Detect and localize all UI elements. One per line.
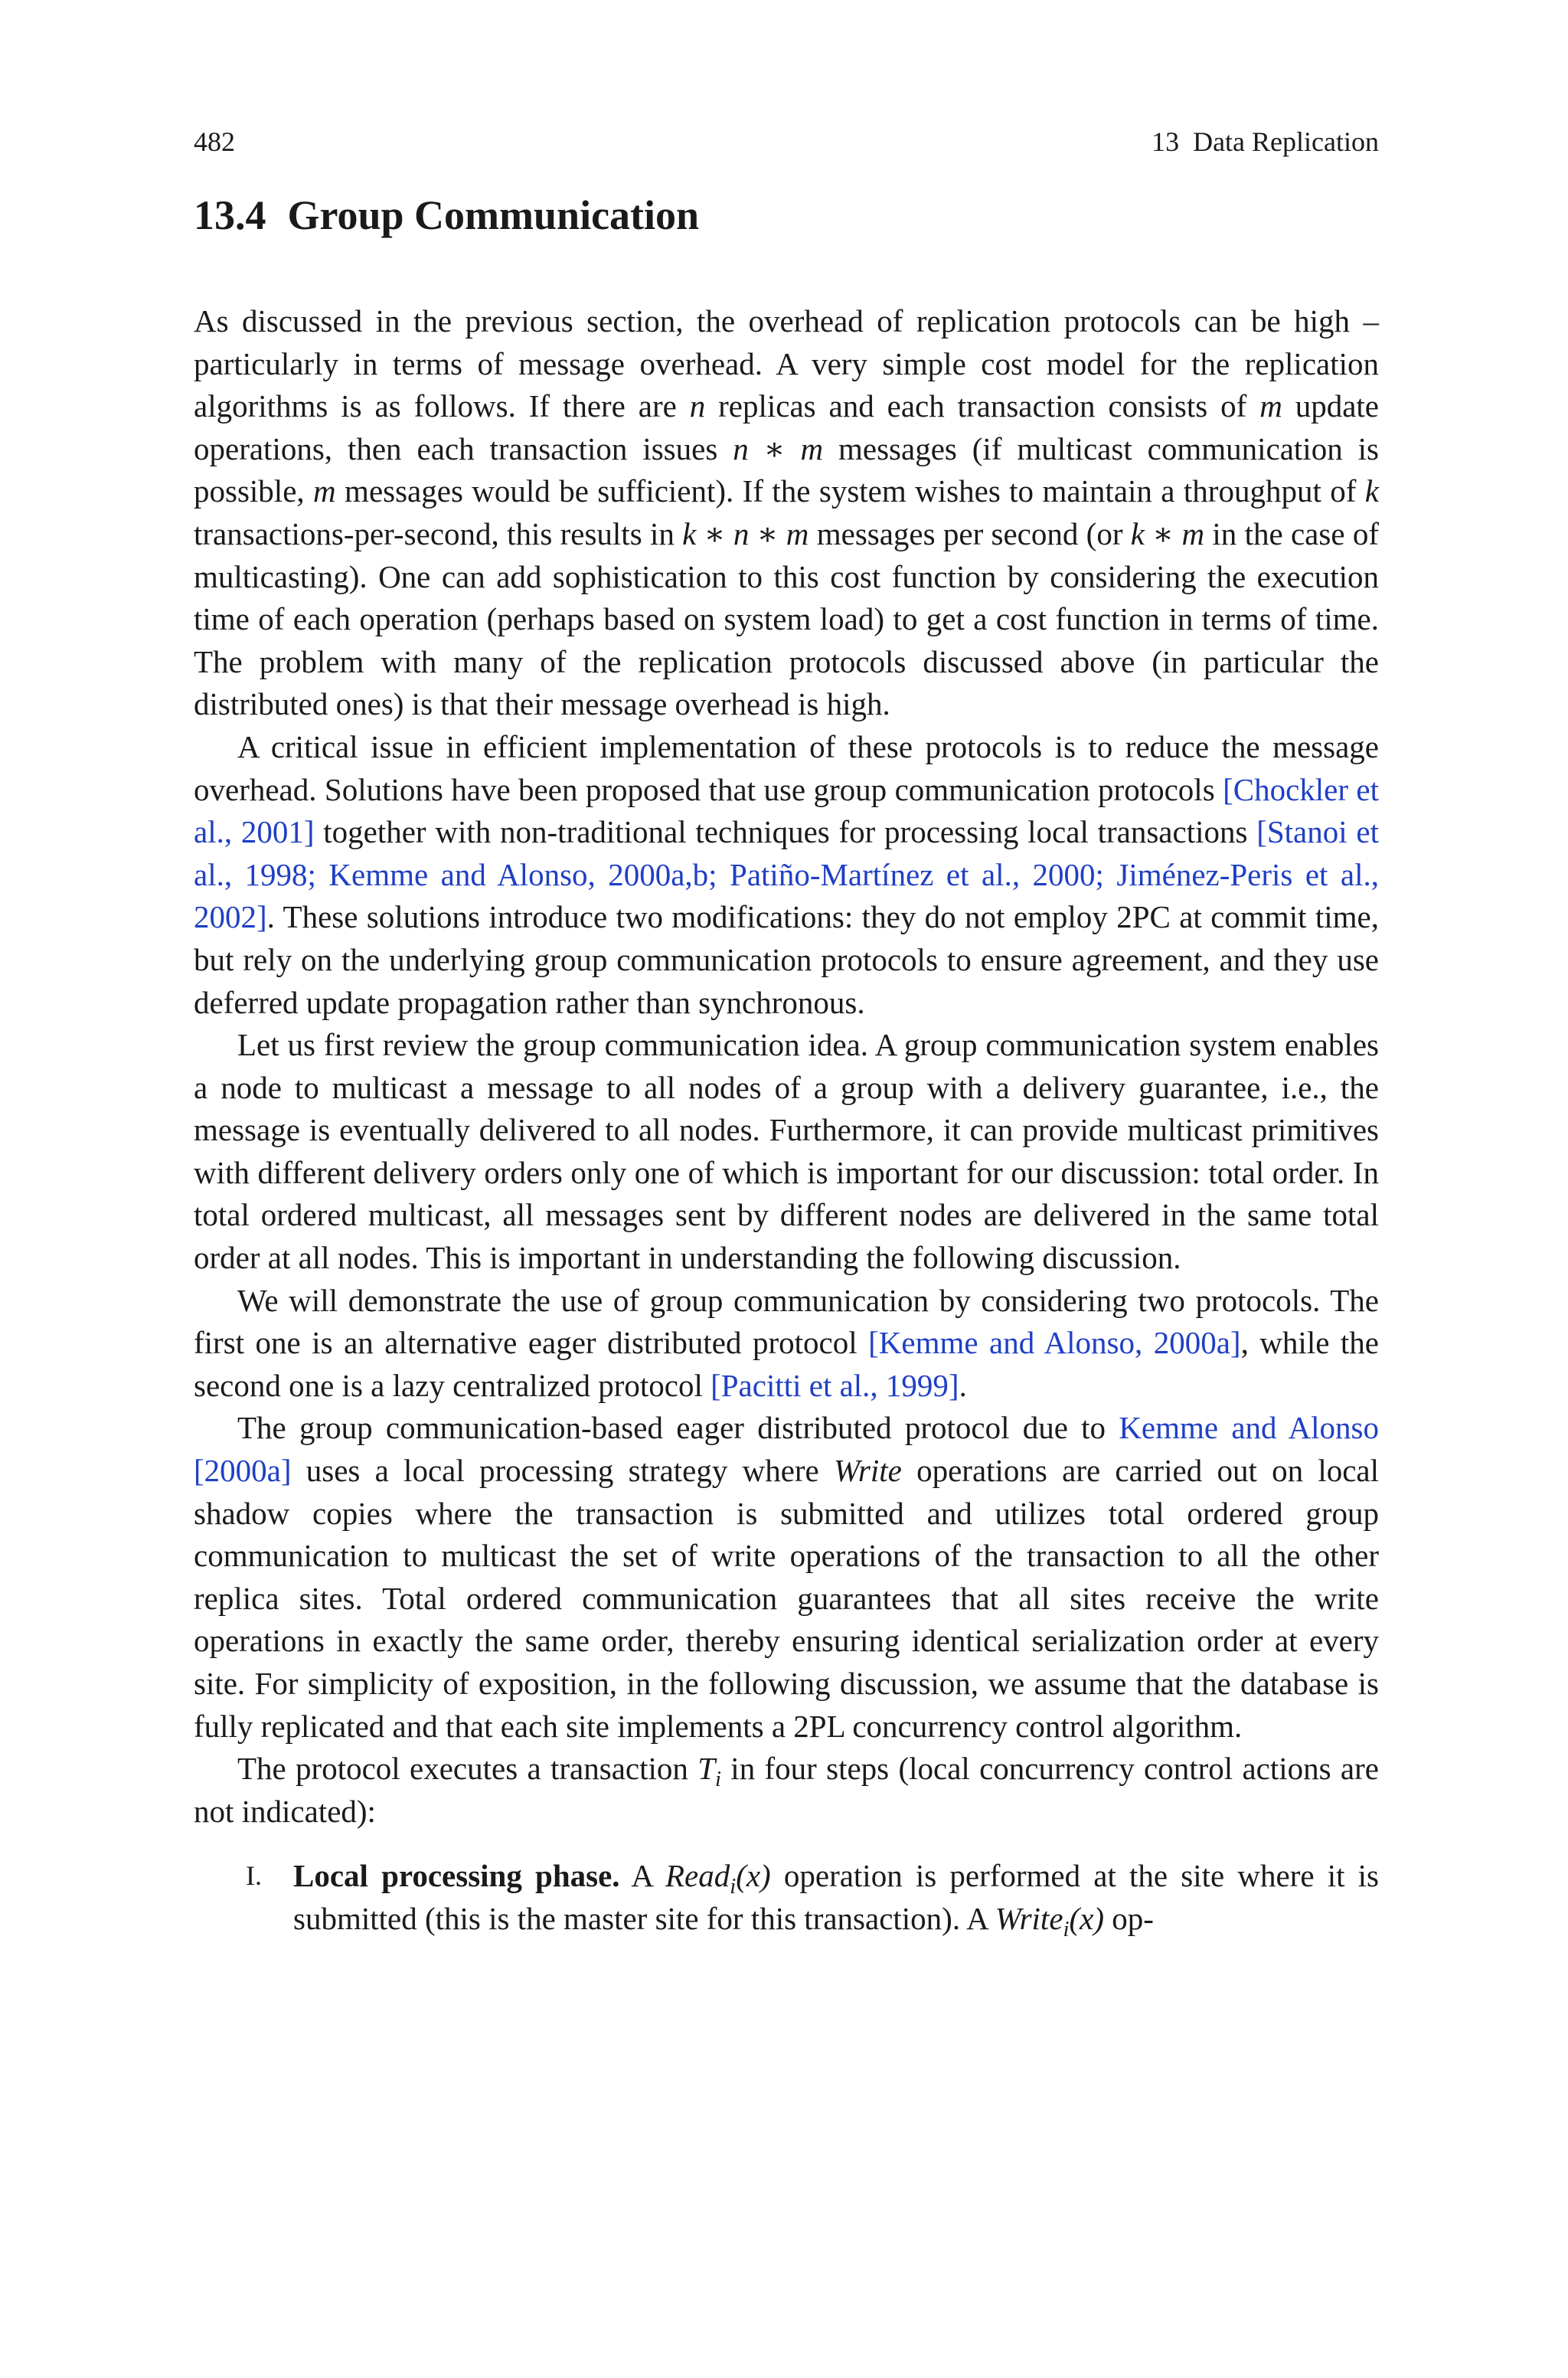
step-list — [194, 1855, 1379, 1940]
body-text — [194, 300, 1379, 1941]
citation-link[interactable]: [Pacitti et al., 1999] — [710, 1367, 959, 1403]
page-number: 482 — [194, 126, 235, 157]
section-heading — [194, 190, 699, 240]
list-item-lead: Local processing phase. — [293, 1858, 620, 1894]
citation-link[interactable]: [Kemme and Alonso, 2000a] — [868, 1325, 1241, 1361]
paragraph: The group communication-based eager distributed protocol due to Kemme and Alonso [2000a] uses a local processing strategy where Write operations are carried out on local shadow copies where the transaction is submitted and utilizes total ordered group communication to multicast the set of write operations of the transaction to all the other replica sites. Total ordered communication guarantees that all sites receive the write operations in exactly the same order, thereby ensuring identical serialization order at every site. For simplicity of exposition, in the following discussion, we assume that the database is fully replicated and that each site implements a 2PL concurrency control algorithm. — [194, 1410, 1380, 1744]
section-title: Group Communication — [287, 192, 700, 238]
list-item: I. Local processing phase. A Read$_i$(x) operation is performed at the site where it is submitted (this is the master site for this transaction). A Write$_i$(x) op- — [194, 1855, 1379, 1940]
paragraph: Let us first review the group communication idea. A group communication system enables a node to multicast a message to all nodes of a group with a delivery guarantee, i.e., the message is eventually delivered to all nodes. Furthermore, it can provide multicast primitives with different delivery orders only one of which is important for our discussion: total order. In total ordered multicast, all messages sent by different nodes are delivered in the same total order at all nodes. This is important in understanding the following discussion. — [194, 1027, 1379, 1276]
citation-link[interactable]: [Chockler et al., 2001] — [194, 771, 1380, 850]
citation-link[interactable]: [Stanoi et al., 1998; Kemme and Alonso, 2000a,b; Patiño-Martínez et al., 2000; Jiménez-Peris et al., 2002] — [194, 814, 1379, 935]
section-number: 13.4 — [194, 192, 266, 238]
running-head — [194, 125, 1379, 159]
list-marker: I. — [246, 1860, 262, 1892]
paragraph: A critical issue in efficient implementation of these protocols is to reduce the message overhead. Solutions have been proposed that use group communication protocols [Chockler et al., 2001] together with non-traditional techniques for processing local transactions [Stanoi et al., 1998; Kemme and Alonso, 2000a,b; Patiño-Martínez et al., 2000; Jiménez-Peris et al., 2002]. These solutions introduce two modifications: they do not employ 2PC at commit time, but rely on the underlying group communication protocols to ensure agreement, and they use deferred update propagation rather than synchronous. — [194, 728, 1380, 1020]
citation-link[interactable]: Kemme and Alonso [2000a] — [194, 1410, 1379, 1489]
chapter-title: 13 Data Replication — [1152, 126, 1379, 157]
paragraph: We will demonstrate the use of group communication by considering two protocols. The first one is an alternative eager distributed protocol [Kemme and Alonso, 2000a], while the second one is a lazy centralized protocol [Pacitti et al., 1999]. — [194, 1282, 1380, 1403]
paragraph: The protocol executes a transaction $T_i$ in four steps (local concurrency control actions are not indicated): — [194, 1751, 1379, 1829]
paragraph: As discussed in the previous section, the overhead of replication protocols can be high – particularly in terms of message overhead. A very simple cost model for the replication algorithms is as follows. If there are n replicas and each transaction consists of m update operations, then each transaction issues n ∗ m messages (if multicast communication is possible, m messages would be sufficient). If the system wishes to maintain a throughput of k transactions-per-second, this results in k ∗ n ∗ m messages per second (or k ∗ m in the case of multicasting). One can add sophistication to this cost function by considering the execution time of each operation (perhaps based on system load) to get a cost function in terms of time. The problem with many of the replication protocols discussed above (in particular the distributed ones) is that their message overhead is high. — [194, 303, 1380, 722]
